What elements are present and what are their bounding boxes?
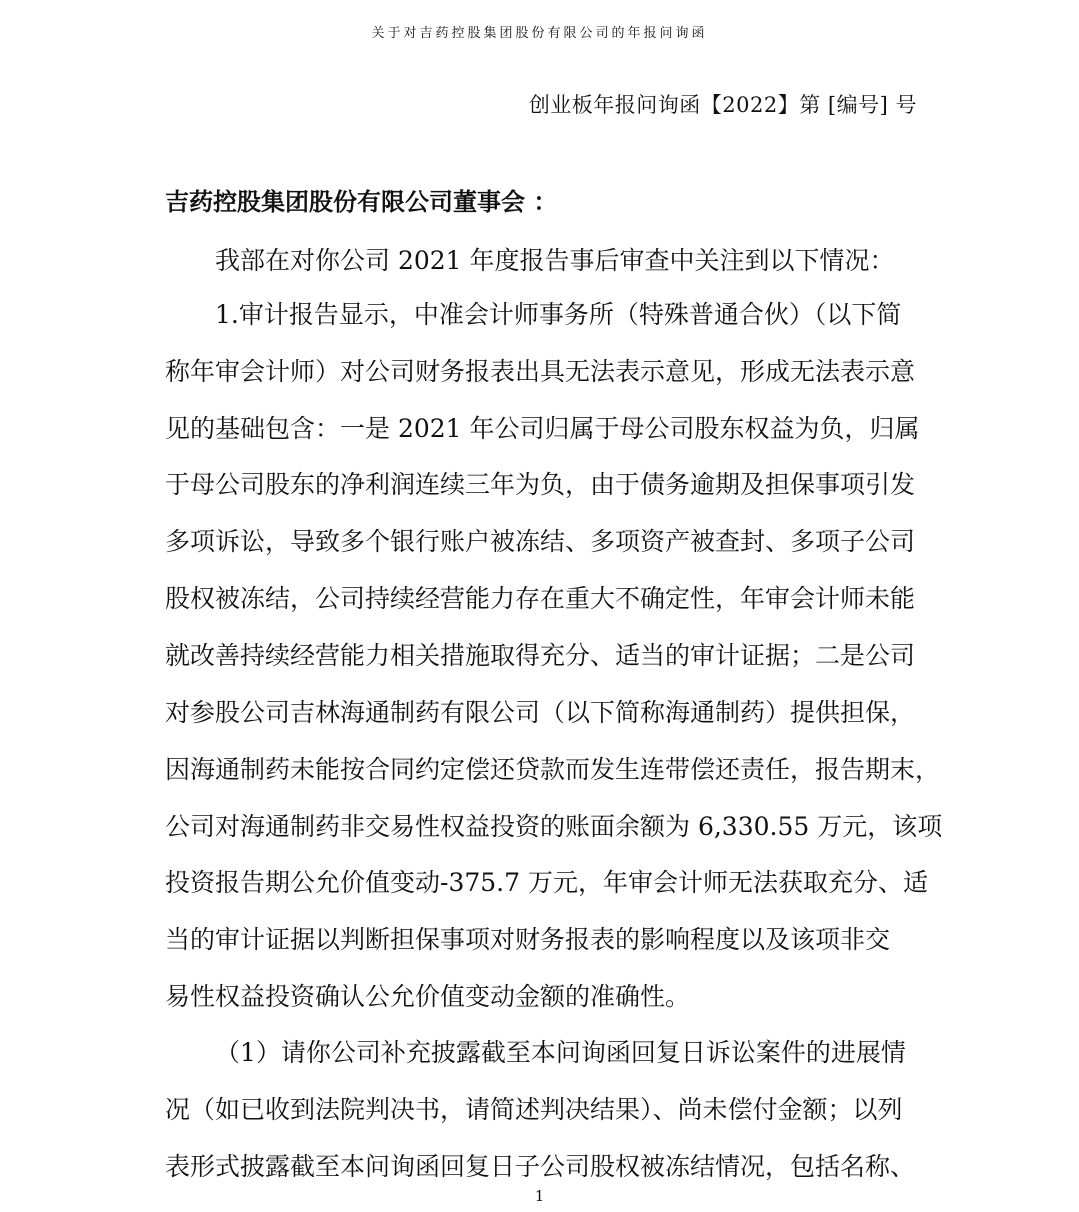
paragraph-intro: 我部在对你公司 2021 年度报告事后审查中关注到以下情况： (215, 246, 895, 275)
text-line: 对参股公司吉林海通制药有限公司（以下简称海通制药）提供担保， (165, 698, 916, 727)
text-line: 多项诉讼，导致多个银行账户被冻结、多项资产被查封、多项子公司 (165, 527, 916, 556)
document-number: 创业板年报问询函【2022】第 [编号] 号 (528, 93, 917, 117)
text-line: 见的基础包含：一是 2021 年公司归属于母公司股东权益为负，归属 (165, 414, 920, 443)
text-line: 公司对海通制药非交易性权益投资的账面余额为 6,330.55 万元，该项 (165, 812, 943, 841)
text-line: 投资报告期公允价值变动-375.7 万元，年审会计师无法获取充分、适 (165, 868, 928, 897)
text-line: 1.审计报告显示，中准会计师事务所（特殊普通合伙）（以下简 (215, 300, 902, 329)
text-line: 就改善持续经营能力相关措施取得充分、适当的审计证据；二是公司 (165, 641, 916, 670)
page-number: 1 (534, 1187, 545, 1205)
addressee: 吉药控股集团股份有限公司董事会 ： (165, 188, 558, 216)
text-line: 表形式披露截至本问询函回复日子公司股权被冻结情况，包括名称、 (165, 1152, 916, 1181)
document-title: 关于对吉药控股集团股份有限公司的年报问询函 (371, 26, 708, 41)
text-line: （1）请你公司补充披露截至本问询函回复日诉讼案件的进展情 (215, 1038, 906, 1067)
text-line: 股权被冻结，公司持续经营能力存在重大不确定性，年审会计师未能 (165, 584, 916, 613)
text-line: 因海通制药未能按合同约定偿还贷款而发生连带偿还责任，报告期末， (165, 755, 941, 784)
text-line: 于母公司股东的净利润连续三年为负，由于债务逾期及担保事项引发 (165, 470, 916, 499)
text-line: 易性权益投资确认公允价值变动金额的准确性。 (165, 982, 691, 1011)
text-line: 称年审会计师）对公司财务报表出具无法表示意见，形成无法表示意 (165, 357, 916, 386)
text-line: 当的审计证据以判断担保事项对财务报表的影响程度以及该项非交 (165, 925, 891, 954)
text-line: 况（如已收到法院判决书，请简述判决结果）、尚未偿付金额；以列 (165, 1095, 903, 1124)
